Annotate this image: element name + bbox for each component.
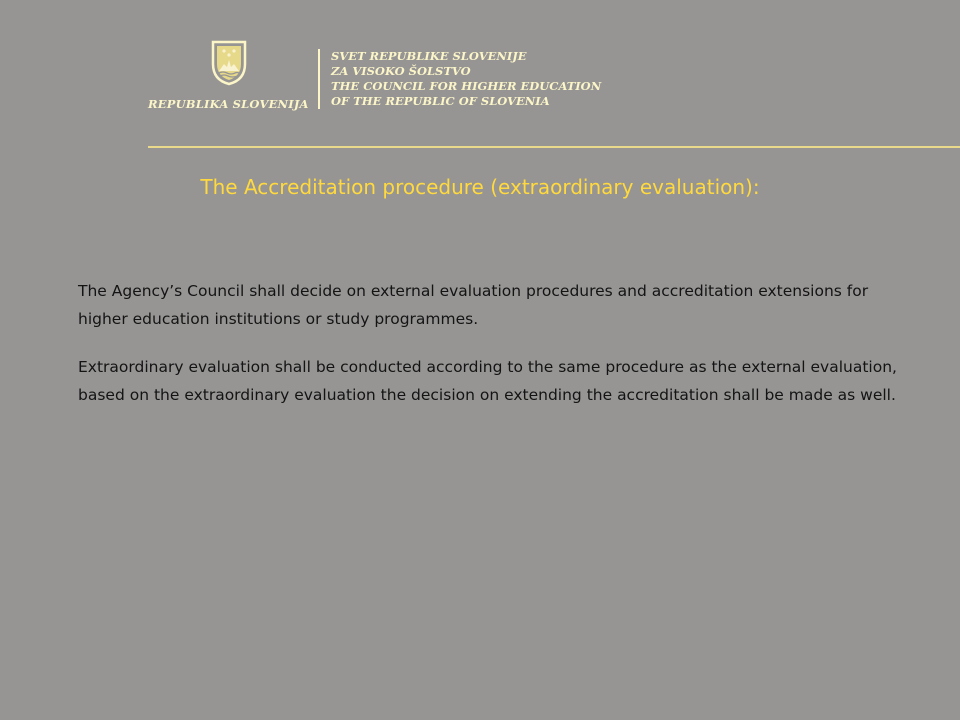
council-line: OF THE REPUBLIC OF SLOVENIA — [331, 94, 550, 108]
slide-body — [78, 277, 908, 409]
body-paragraph: Extraordinary evaluation shall be conducted according to the same procedure as the external evaluation, based on the extraordinary evaluation the decision on extending the accreditation shall be made as well. — [78, 358, 897, 404]
council-line: THE COUNCIL FOR HIGHER EDUCATION — [331, 79, 602, 93]
body-paragraph: The Agency’s Council shall decide on external evaluation procedures and accreditation extensions for higher education institutions or study programmes. — [78, 282, 869, 328]
council-name — [331, 49, 601, 109]
slovenia-coat-of-arms-icon — [211, 40, 247, 86]
header-divider — [318, 49, 320, 109]
slide-header — [0, 0, 960, 150]
council-line: SVET REPUBLIKE SLOVENIJE — [331, 49, 527, 63]
country-label: REPUBLIKA SLOVENIJA — [148, 97, 309, 111]
slide-title: The Accreditation procedure (extraordinary evaluation): — [200, 175, 760, 199]
header-rule — [148, 146, 960, 148]
council-line: ZA VISOKO ŠOLSTVO — [331, 64, 471, 78]
